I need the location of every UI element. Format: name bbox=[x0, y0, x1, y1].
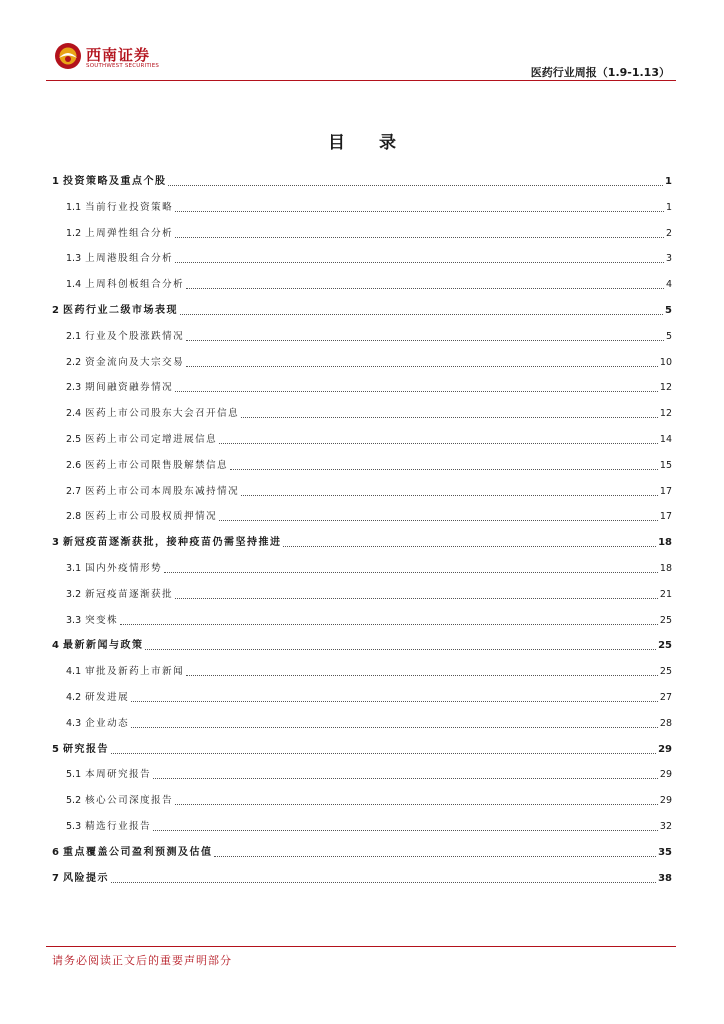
toc-entry-page: 15 bbox=[659, 459, 672, 471]
toc-entry-number: 1 bbox=[52, 176, 59, 187]
logo-chinese-name: 西南证券 bbox=[86, 46, 151, 64]
toc-chapter-entry[interactable] bbox=[52, 533, 672, 549]
toc-chapter-entry[interactable] bbox=[52, 843, 672, 859]
toc-entry-title: 期间融资融券情况 bbox=[85, 382, 174, 394]
toc-entry-page: 17 bbox=[659, 511, 672, 523]
toc-entry-title: 新冠疫苗逐渐获批，接种疫苗仍需坚持推进 bbox=[62, 537, 282, 549]
toc-entry-page: 14 bbox=[659, 434, 672, 445]
toc-entry-title: 核心公司深度报告 bbox=[85, 795, 174, 807]
toc-entry-title: 本周研究报告 bbox=[85, 769, 152, 781]
toc-entry-number: 5 bbox=[52, 743, 59, 755]
toc-entry-number: 1.2 bbox=[66, 227, 82, 239]
toc-dot-leader bbox=[186, 339, 664, 341]
toc-entry-title: 医药上市公司定增进展信息 bbox=[85, 434, 218, 445]
toc-dot-leader bbox=[120, 623, 658, 625]
toc-entry-page: 29 bbox=[659, 795, 672, 807]
toc-entry-number: 2.6 bbox=[66, 459, 82, 471]
toc-entry-title: 审批及新药上市新闻 bbox=[85, 666, 185, 678]
toc-entry-number: 4 bbox=[52, 640, 59, 652]
toc-entry-title: 医药上市公司股权质押情况 bbox=[85, 511, 218, 523]
toc-entry-number: 5.1 bbox=[66, 769, 82, 781]
toc-chapter-entry[interactable] bbox=[52, 301, 672, 317]
toc-entry-number: 3.2 bbox=[66, 588, 82, 600]
toc-dot-leader bbox=[175, 390, 658, 392]
toc-section-entry[interactable] bbox=[52, 353, 672, 369]
toc-section-entry[interactable] bbox=[52, 559, 672, 575]
toc-dot-leader bbox=[175, 803, 658, 805]
toc-entry-title: 投资策略及重点个股 bbox=[62, 176, 167, 187]
toc-entry-title: 研究报告 bbox=[62, 743, 109, 755]
toc-section-entry[interactable] bbox=[52, 611, 672, 627]
toc-entry-number: 4.1 bbox=[66, 666, 82, 678]
toc-entry-number: 2.5 bbox=[66, 434, 82, 445]
toc-dot-leader bbox=[175, 261, 664, 263]
toc-section-entry[interactable] bbox=[52, 817, 672, 833]
toc-section-entry[interactable] bbox=[52, 688, 672, 704]
toc-dot-leader bbox=[186, 365, 658, 367]
toc-section-entry[interactable] bbox=[52, 791, 672, 807]
toc-dot-leader bbox=[168, 184, 663, 186]
toc-dot-leader bbox=[153, 777, 658, 779]
toc-entry-title: 最新新闻与政策 bbox=[62, 640, 144, 652]
toc-entry-number: 2.4 bbox=[66, 408, 82, 420]
toc-dot-leader bbox=[175, 210, 664, 212]
toc-entry-number: 1.4 bbox=[66, 279, 82, 291]
toc-dot-leader bbox=[131, 700, 658, 702]
toc-entry-title: 医药行业二级市场表现 bbox=[62, 305, 178, 316]
toc-dot-leader bbox=[219, 442, 658, 444]
toc-entry-page: 17 bbox=[659, 485, 672, 497]
toc-entry-page: 38 bbox=[658, 872, 672, 884]
toc-entry-title: 研发进展 bbox=[85, 692, 130, 703]
page-header bbox=[0, 0, 724, 90]
toc-dot-leader bbox=[230, 468, 658, 470]
toc-dot-leader bbox=[186, 674, 658, 676]
toc-entry-page: 3 bbox=[665, 253, 672, 265]
toc-entry-number: 2.1 bbox=[66, 330, 82, 342]
toc-dot-leader bbox=[186, 287, 664, 289]
toc-entry-title: 医药上市公司本周股东减持情况 bbox=[85, 485, 240, 497]
toc-entry-number: 1.3 bbox=[66, 253, 82, 265]
toc-section-entry[interactable] bbox=[52, 378, 672, 394]
toc-entry-number: 3.3 bbox=[66, 614, 82, 626]
footer-disclaimer: 请务必阅读正文后的重要声明部分 bbox=[52, 954, 232, 967]
toc-entry-title: 突变株 bbox=[85, 614, 119, 626]
toc-entry-page: 5 bbox=[665, 330, 672, 342]
toc-entry-title: 重点覆盖公司盈利预测及估值 bbox=[62, 846, 213, 858]
toc-heading: 目 录 bbox=[328, 133, 410, 153]
toc-dot-leader bbox=[180, 313, 663, 315]
toc-entry-title: 国内外疫情形势 bbox=[85, 563, 163, 574]
toc-dot-leader bbox=[175, 236, 664, 238]
toc-section-entry[interactable] bbox=[52, 585, 672, 601]
toc-dot-leader bbox=[111, 752, 656, 754]
toc-entry-title: 当前行业投资策略 bbox=[85, 201, 174, 213]
toc-entry-page: 21 bbox=[659, 588, 672, 600]
company-logo bbox=[54, 42, 164, 76]
toc-entry-title: 资金流向及大宗交易 bbox=[85, 356, 185, 368]
toc-entry-page: 25 bbox=[659, 666, 672, 678]
toc-entry-page: 12 bbox=[659, 382, 672, 394]
toc-chapter-entry[interactable] bbox=[52, 172, 672, 188]
report-title: 医药行业周报（1.9-1.13） bbox=[530, 66, 670, 79]
toc-entry-title: 精选行业报告 bbox=[85, 821, 152, 832]
toc-section-entry[interactable] bbox=[52, 430, 672, 446]
toc-section-entry[interactable] bbox=[52, 482, 672, 498]
toc-dot-leader bbox=[214, 855, 656, 857]
toc-entry-title: 新冠疫苗逐渐获批 bbox=[85, 588, 174, 600]
toc-entry-page: 10 bbox=[659, 356, 672, 368]
header-divider bbox=[46, 80, 676, 81]
toc-entry-title: 医药上市公司限售股解禁信息 bbox=[85, 459, 229, 471]
toc-section-entry[interactable] bbox=[52, 714, 672, 730]
toc-section-entry[interactable] bbox=[52, 275, 672, 291]
toc-entry-page: 25 bbox=[658, 640, 672, 652]
logo-emblem-icon bbox=[54, 42, 82, 70]
toc-entry-page: 32 bbox=[659, 821, 672, 832]
toc-entry-page: 5 bbox=[665, 305, 672, 316]
toc-entry-page: 1 bbox=[665, 176, 672, 187]
toc-dot-leader bbox=[219, 519, 658, 521]
toc-entry-number: 2.2 bbox=[66, 356, 82, 368]
toc-entry-number: 2.7 bbox=[66, 485, 82, 497]
toc-section-entry[interactable] bbox=[52, 765, 672, 781]
toc-dot-leader bbox=[164, 571, 658, 573]
toc-section-entry[interactable] bbox=[52, 224, 672, 240]
toc-entry-page: 28 bbox=[659, 717, 672, 729]
toc-entry-page: 18 bbox=[658, 537, 672, 549]
toc-dot-leader bbox=[241, 494, 658, 496]
toc-entry-number: 5.3 bbox=[66, 821, 82, 832]
toc-entry-page: 29 bbox=[658, 743, 672, 755]
toc-entry-page: 18 bbox=[659, 563, 672, 574]
toc-chapter-entry[interactable] bbox=[52, 869, 672, 885]
toc-entry-title: 上周弹性组合分析 bbox=[85, 227, 174, 239]
toc-entry-number: 5.2 bbox=[66, 795, 82, 807]
toc-section-entry[interactable] bbox=[52, 198, 672, 214]
logo-english-name: SOUTHWEST SECURITIES bbox=[86, 63, 160, 69]
toc-entry-title: 医药上市公司股东大会召开信息 bbox=[85, 408, 240, 420]
toc-entry-number: 6 bbox=[52, 846, 59, 858]
toc-section-entry[interactable] bbox=[52, 507, 672, 523]
toc-dot-leader bbox=[145, 648, 656, 650]
toc-entry-number: 4.2 bbox=[66, 692, 82, 703]
toc-entry-page: 29 bbox=[659, 769, 672, 781]
toc-entry-title: 风险提示 bbox=[62, 872, 109, 884]
toc-dot-leader bbox=[241, 416, 658, 418]
toc-dot-leader bbox=[111, 881, 656, 883]
toc-dot-leader bbox=[153, 829, 658, 831]
toc-dot-leader bbox=[283, 545, 656, 547]
toc-dot-leader bbox=[131, 726, 658, 728]
toc-entry-number: 2 bbox=[52, 305, 59, 316]
toc-section-entry[interactable] bbox=[52, 327, 672, 343]
toc-entry-page: 1 bbox=[665, 201, 672, 213]
toc-entry-number: 4.3 bbox=[66, 717, 82, 729]
toc-section-entry[interactable] bbox=[52, 249, 672, 265]
toc-dot-leader bbox=[175, 597, 658, 599]
toc-entry-title: 上周港股组合分析 bbox=[85, 253, 174, 265]
toc-section-entry[interactable] bbox=[52, 404, 672, 420]
toc-entry-title: 企业动态 bbox=[85, 717, 130, 729]
toc-entry-number: 2.8 bbox=[66, 511, 82, 523]
toc-chapter-entry[interactable] bbox=[52, 740, 672, 756]
toc-chapter-entry[interactable] bbox=[52, 636, 672, 652]
toc-entry-page: 27 bbox=[659, 692, 672, 703]
toc-section-entry[interactable] bbox=[52, 456, 672, 472]
toc-entry-number: 2.3 bbox=[66, 382, 82, 394]
footer-divider bbox=[46, 946, 676, 947]
toc-entry-page: 2 bbox=[665, 227, 672, 239]
toc-entry-title: 上周科创板组合分析 bbox=[85, 279, 185, 291]
toc-section-entry[interactable] bbox=[52, 662, 672, 678]
toc-entry-number: 7 bbox=[52, 872, 59, 884]
toc-entry-title: 行业及个股涨跌情况 bbox=[85, 330, 185, 342]
toc-entry-number: 1.1 bbox=[66, 201, 82, 213]
toc-entry-page: 35 bbox=[658, 846, 672, 858]
toc-entry-page: 12 bbox=[659, 408, 672, 420]
toc-entry-page: 4 bbox=[665, 279, 672, 291]
toc-entry-number: 3 bbox=[52, 537, 59, 549]
toc-entry-number: 3.1 bbox=[66, 563, 82, 574]
toc-entry-page: 25 bbox=[659, 614, 672, 626]
